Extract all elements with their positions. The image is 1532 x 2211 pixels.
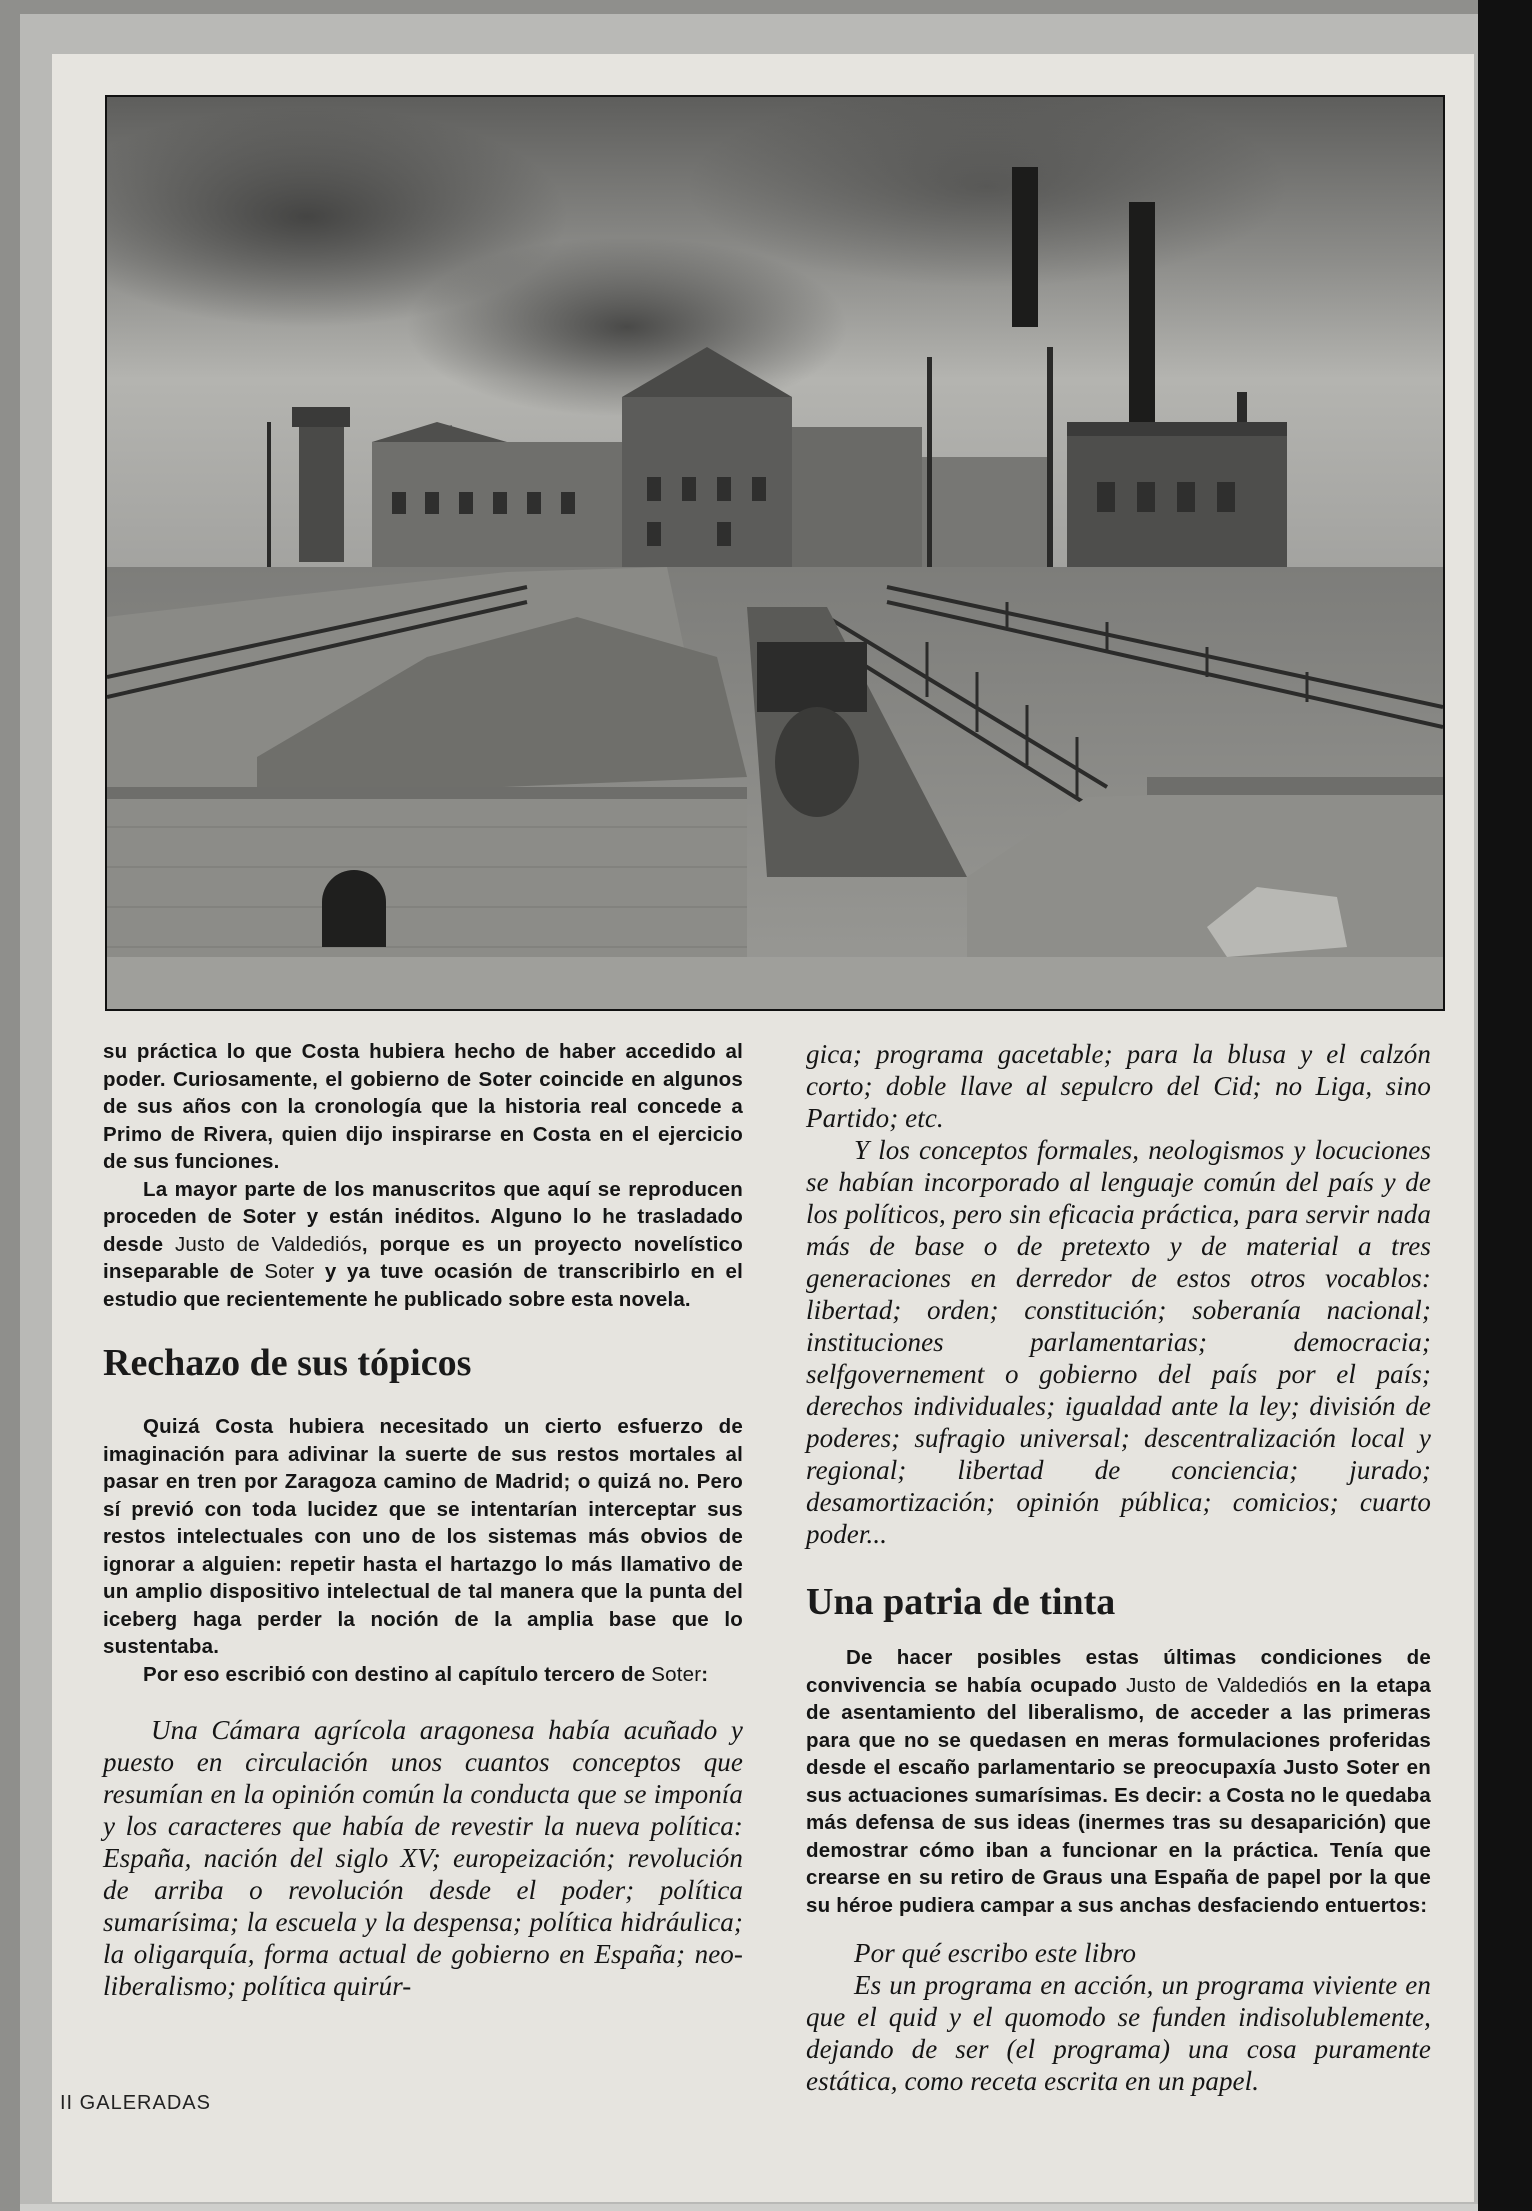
paragraph	[103, 1661, 743, 1689]
right-column	[806, 1038, 1431, 2097]
paragraph-text: en la etapa de asentamiento del liberalismo, de acceder a las primeras para que no se quedasen en meras formulaciones proferidas desde el escaño parlamentario se preocupaxía Justo Soter en sus actuaciones sumarísimas. Es decir: a Costa no le quedaba más defensa de sus ideas (inermes tras su desaparición) que demostrar cómo iban a funcionar en la práctica. Tenía que crearse en su retiro de Graus una España de papel por la que su héroe pudiera campar a sus anchas desfaciendo entuertos:	[806, 1673, 1431, 1917]
paragraph-text: su práctica lo que Costa hubiera hecho de haber accedido al poder. Curiosamente, el gobierno de Soter coincide en algunos de sus años con la cronología que la historia real concede a Primo de Rivera, quien dijo inspirarse en Costa en el ejercicio de sus funciones.	[103, 1040, 743, 1173]
paragraph-text: y ya tuve ocasión de transcribirlo en el estudio que recientemente he publicado sobre esta novela.	[103, 1260, 743, 1311]
paragraph-text: La mayor parte de los manuscritos que aquí se reproducen proceden de Soter y están inéditos. Alguno lo he trasladado desde	[103, 1177, 743, 1256]
quote-text: gica; programa gacetable; para la blusa y el calzón corto; doble llave al sepulcro del Cid; no Liga, sino Partido; etc.	[806, 1039, 1431, 1133]
quote-text: Una Cámara agrícola aragonesa había acuñado y puesto en circulación unos cuantos conceptos que resumían en la opinión común la conducta que se imponía y los caracteres que había de revestir la nueva política: España, nación del siglo XV; europeización; revolución de arriba o revolución desde el poder; política sumarísima; la escuela y la despensa; política hidráulica; la oligarquía, forma actual de gobierno en España; neo-liberalismo; política quirúr-	[103, 1715, 743, 2001]
quote-block	[806, 1038, 1431, 1134]
paragraph-text: Quizá Costa hubiera necesitado un cierto esfuerzo de imaginación para adivinar la suerte de sus restos mortales al pasar en tren por Zaragoza camino de Madrid; o quizá no. Pero sí previó con toda lucidez que se intentarían interceptar sus restos intelectuales con uno de los sistemas más obvios de ignorar a alguien: repetir hasta el hartazgo lo más llamativo de un amplio dispositivo intelectual de tal manera que la punta del iceberg haga perder la noción de la amplia base que lo sustentaba.	[103, 1415, 743, 1658]
quote-block	[103, 1714, 743, 2002]
scan-border-top	[0, 0, 1532, 14]
paragraph	[806, 1644, 1431, 1919]
quote-text: Por qué escribo este libro	[854, 1938, 1137, 1968]
scan-border-right	[1478, 0, 1532, 2211]
factory-photograph	[105, 95, 1445, 1011]
quote-text: Y los conceptos formales, neologismos y locuciones se habían incorporado al lenguaje común del país y de los políticos, pero sin eficacia práctica, para servir nada más de base o de pretexto y de material a tres generaciones en derredor de estos otros vocablos: libertad; orden; constitución; soberanía nacional; instituciones parlamentarias; democracia; selfgovernement o gobierno del país por el país; derechos individuales; igualdad ante la ley; división de poderes; sufragio universal; descentralización local y regional; libertad de conciencia; jurado; desamortización; opinión pública; comicios; cuarto poder...	[806, 1135, 1431, 1549]
paragraph	[103, 1176, 743, 1314]
section-heading: Rechazo de sus tópicos	[103, 1342, 472, 1384]
paragraph	[103, 1038, 743, 1176]
page-footer: II GALERADAS	[60, 2092, 211, 2114]
quote-text: Es un programa en acción, un programa viviente en que el quid y el quomodo se funden indisolublemente, dejando de ser (el programa) una cosa puramente estática, como receta escrita en un papel.	[806, 1970, 1431, 2096]
paragraph-text: , porque es un proyecto novelístico inseparable de	[103, 1232, 743, 1283]
paragraph-text: Por eso escribió con destino al capítulo tercero de	[143, 1662, 652, 1686]
quote-title	[806, 1937, 1431, 1969]
paragraph-text: De hacer posibles estas últimas condiciones de convivencia se había ocupado	[806, 1646, 1431, 1697]
section-heading: Una patria de tinta	[806, 1581, 1116, 1623]
quote-block	[806, 1969, 1431, 2097]
quote-block	[806, 1134, 1431, 1550]
book-title: Soter	[264, 1260, 315, 1283]
left-column	[103, 1038, 743, 2002]
paragraph	[103, 1413, 743, 1661]
scan-border-left	[0, 0, 20, 2211]
book-title: Soter	[651, 1662, 702, 1686]
book-title: Justo de Valdediós	[1126, 1673, 1308, 1697]
book-title: Justo de Valdediós	[174, 1232, 362, 1256]
paragraph-text: :	[701, 1662, 709, 1686]
